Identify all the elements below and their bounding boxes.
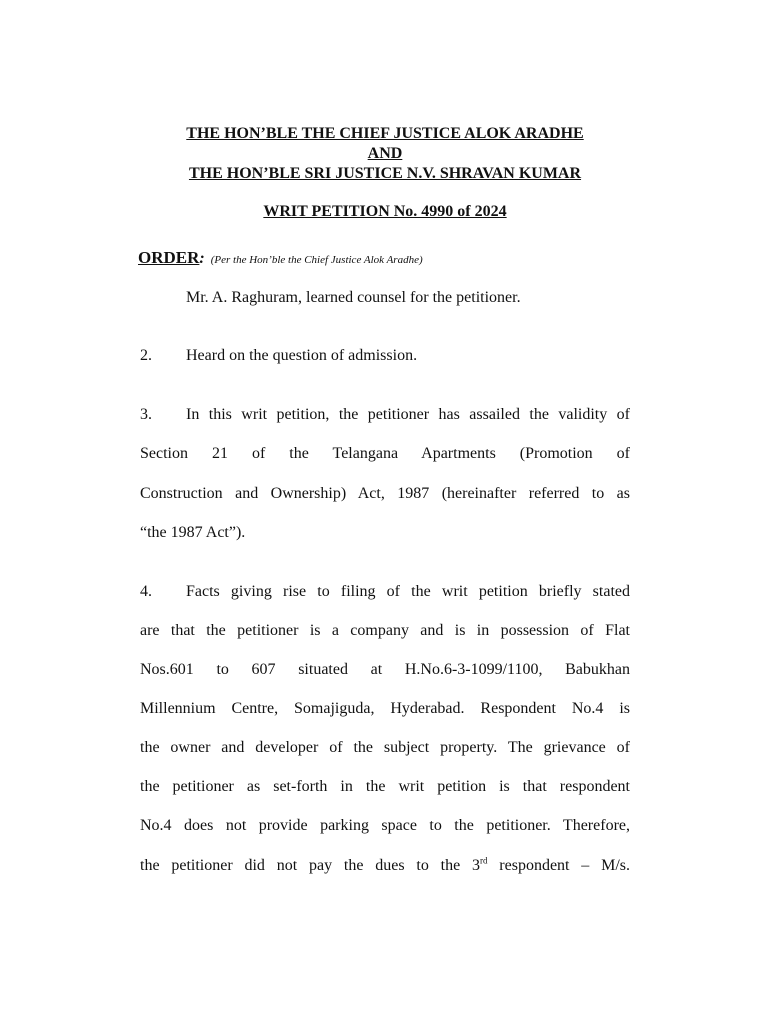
paragraph-4-line-7: No.4 does not provide parking space to the petitioner. Therefore, — [140, 817, 630, 834]
paragraph-4-line-8-text: the petitioner did not pay the dues to the 3 — [140, 857, 480, 874]
paragraph-3-line-3: Construction and Ownership) Act, 1987 (hereinafter referred to as — [140, 485, 630, 502]
paragraph-1: Mr. A. Raghuram, learned counsel for the petitioner. — [186, 289, 521, 306]
paragraph-4-line-8-tail: respondent – M/s. — [487, 857, 631, 874]
paragraph-4-line-3: Nos.601 to 607 situated at H.No.6-3-1099/1100, Babukhan — [140, 661, 630, 678]
bench-and: AND — [367, 145, 403, 162]
ordinal-superscript: rd — [479, 855, 488, 866]
paragraph-4-line-8 — [140, 856, 630, 876]
bench-judge-1: THE HON’BLE THE CHIEF JUSTICE ALOK ARADHE — [186, 125, 584, 142]
order-heading — [138, 248, 423, 270]
paragraph-3-line-1: In this writ petition, the petitioner has assailed the validity of — [186, 406, 630, 423]
paragraph-4-line-5: the owner and developer of the subject property. The grievance of — [140, 739, 630, 756]
order-label: ORDER — [138, 248, 200, 267]
case-title: WRIT PETITION No. 4990 of 2024 — [263, 203, 507, 220]
order-author-note: (Per the Hon’ble the Chief Justice Alok Aradhe) — [210, 254, 423, 266]
paragraph-4-line-1: Facts giving rise to filing of the writ petition briefly stated — [186, 583, 630, 600]
paragraph-3-line-2: Section 21 of the Telangana Apartments (Promotion of — [140, 445, 630, 462]
paragraph-4-line-4: Millennium Centre, Somajiguda, Hyderabad. Respondent No.4 is — [140, 700, 630, 717]
paragraph-2: Heard on the question of admission. — [186, 347, 418, 364]
paragraph-4-line-2: are that the petitioner is a company and is in possession of Flat — [140, 622, 630, 639]
paragraph-4-number: 4. — [140, 583, 152, 600]
order-colon: : — [199, 250, 205, 267]
bench-judge-2: THE HON’BLE SRI JUSTICE N.V. SHRAVAN KUMAR — [188, 165, 582, 182]
paragraph-2-number: 2. — [140, 347, 152, 364]
paragraph-3-line-4: “the 1987 Act”). — [140, 524, 246, 541]
paragraph-3-number: 3. — [140, 406, 152, 423]
paragraph-4-line-6: the petitioner as set-forth in the writ petition is that respondent — [140, 778, 630, 795]
